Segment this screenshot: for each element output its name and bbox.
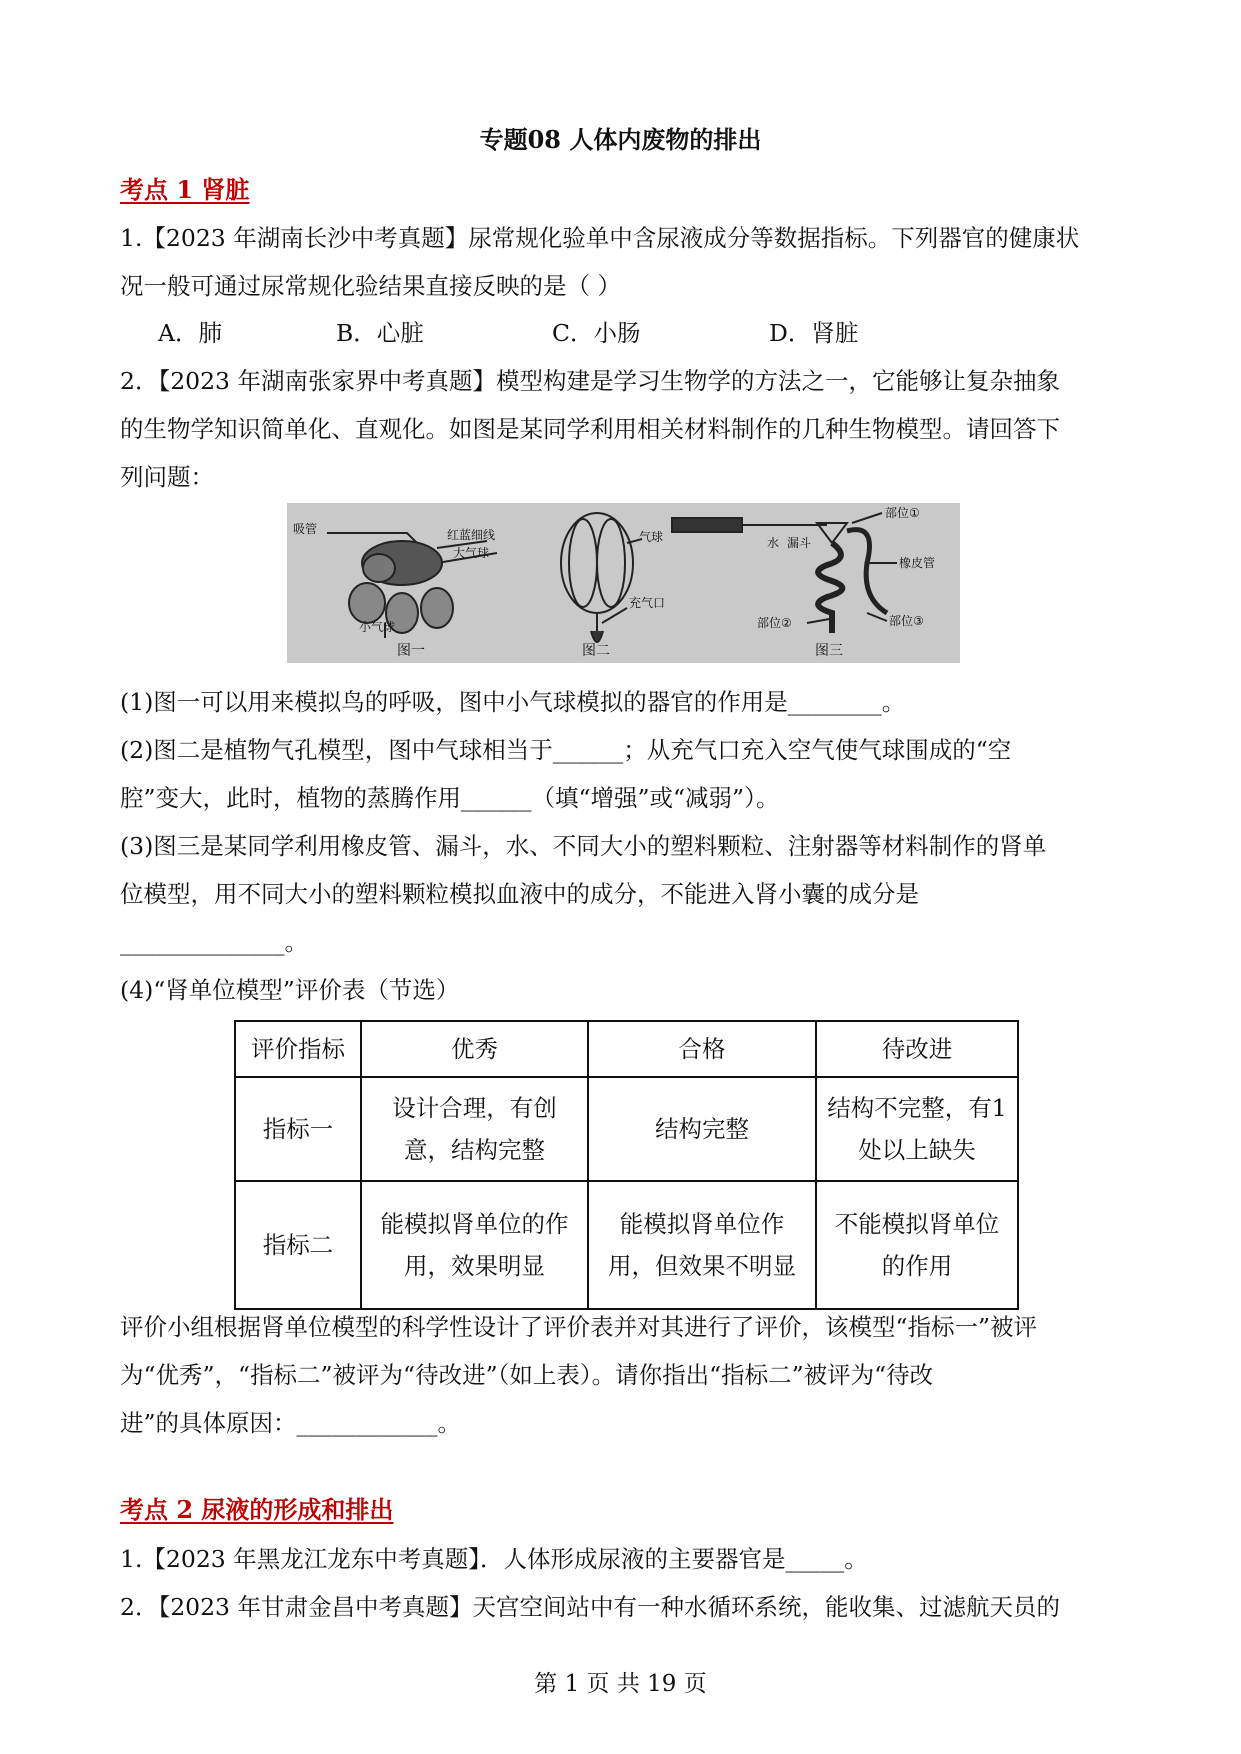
label-part-2: 部位②	[757, 616, 792, 630]
label-balloon: 气球	[639, 530, 664, 544]
figure-2-caption: 图二	[582, 643, 610, 659]
option-a: A．肺	[158, 319, 222, 347]
evaluation-text-line-2: 为“优秀”，“指标二”被评为“待改进”（如上表）。请你指出“指标二”被评为“待改	[120, 1361, 934, 1389]
sub-question-2-line-2: 腔”变大，此时，植物的蒸腾作用______（填“增强”或“减弱”）。	[120, 784, 780, 812]
question-2-line-1: 2．【2023 年湖南张家界中考真题】模型构建是学习生物学的方法之一，它能够让复杂抽象	[120, 367, 1060, 395]
table-row	[235, 1181, 1018, 1309]
section-2-question-2: 2．【2023 年甘肃金昌中考真题】天宫空间站中有一种水循环系统，能收集、过滤航天员的	[120, 1593, 1060, 1621]
sub-question-4: (4)“肾单位模型”评价表（节选）	[120, 976, 460, 1004]
table-cell: 能模拟肾单位作用，但效果不明显	[588, 1181, 816, 1309]
section-heading-urine-formation: 考点 2 尿液的形成和排出	[120, 1495, 394, 1524]
table-header-row	[235, 1021, 1018, 1077]
evaluation-text-line-3: 进”的具体原因：____________。	[120, 1409, 462, 1437]
table-header-cell: 合格	[588, 1021, 816, 1077]
sub-question-3-line-2: 位模型，用不同大小的塑料颗粒模拟血液中的成分，不能进入肾小囊的成分是	[120, 880, 919, 908]
label-part-3: 部位③	[889, 614, 924, 628]
sub-question-2-line-1: (2)图二是植物气孔模型，图中气球相当于______；从充气口充入空气使气球围成的“空	[120, 736, 1012, 764]
table-row	[235, 1077, 1018, 1181]
evaluation-text-line-1: 评价小组根据肾单位模型的科学性设计了评价表并对其进行了评价，该模型“指标一”被评	[120, 1313, 1038, 1341]
page-title: 专题08 人体内废物的排出	[479, 125, 762, 154]
table-cell: 结构不完整，有1 处以上缺失	[816, 1077, 1018, 1181]
option-b: B．心脏	[336, 319, 424, 347]
question-2-line-3: 列问题：	[120, 463, 214, 491]
table-cell: 设计合理，有创意，结构完整	[361, 1077, 588, 1181]
label-red-blue-thread: 红蓝细线	[447, 528, 496, 542]
page-footer: 第 1 页 共 19 页	[534, 1671, 707, 1697]
label-inflate-port: 充气口	[629, 596, 666, 610]
sub-question-1: (1)图一可以用来模拟鸟的呼吸，图中小气球模拟的器官的作用是________。	[120, 688, 906, 716]
table-cell: 能模拟肾单位的作用，效果明显	[361, 1181, 588, 1309]
table-cell: 指标一	[235, 1077, 361, 1181]
figure-1-caption: 图一	[397, 643, 425, 659]
biology-models-figure	[287, 503, 960, 663]
sub-question-3-line-1: (3)图三是某同学利用橡皮管、漏斗，水、不同大小的塑料颗粒、注射器等材料制作的肾单	[120, 832, 1047, 860]
table-header-cell: 优秀	[361, 1021, 588, 1077]
table-cell: 指标二	[235, 1181, 361, 1309]
label-rubber-tube: 橡皮管	[899, 556, 936, 570]
label-big-balloon: 大气球	[453, 546, 490, 560]
question-2-line-2: 的生物学知识简单化、直观化。如图是某同学利用相关材料制作的几种生物模型。请回答下	[120, 415, 1060, 443]
label-funnel: 漏斗	[787, 536, 812, 550]
label-suction-tube: 吸管	[293, 522, 318, 536]
label-water: 水	[767, 536, 780, 550]
option-c: C．小肠	[552, 319, 641, 347]
sub-question-3-line-3: ______________。	[120, 928, 308, 956]
question-1-line-1: 1.【2023 年湖南长沙中考真题】尿常规化验单中含尿液成分等数据指标。下列器官的健康状	[120, 224, 1080, 252]
table-cell: 不能模拟肾单位的作用	[816, 1181, 1018, 1309]
question-1-line-2: 况一般可通过尿常规化验结果直接反映的是（ ）	[120, 272, 621, 300]
table-header-cell: 待改进	[816, 1021, 1018, 1077]
option-d: D．肾脏	[769, 319, 859, 347]
section-2-question-1: 1.【2023 年黑龙江龙东中考真题】．人体形成尿液的主要器官是_____。	[120, 1545, 868, 1573]
evaluation-table	[234, 1020, 1019, 1310]
table-header-cell: 评价指标	[235, 1021, 361, 1077]
figure-3-caption: 图三	[815, 643, 843, 659]
section-heading-kidney: 考点 1 肾脏	[120, 175, 250, 204]
label-small-balloon: 小气球	[359, 620, 396, 634]
label-part-1: 部位①	[885, 506, 920, 520]
table-cell: 结构完整	[588, 1077, 816, 1181]
